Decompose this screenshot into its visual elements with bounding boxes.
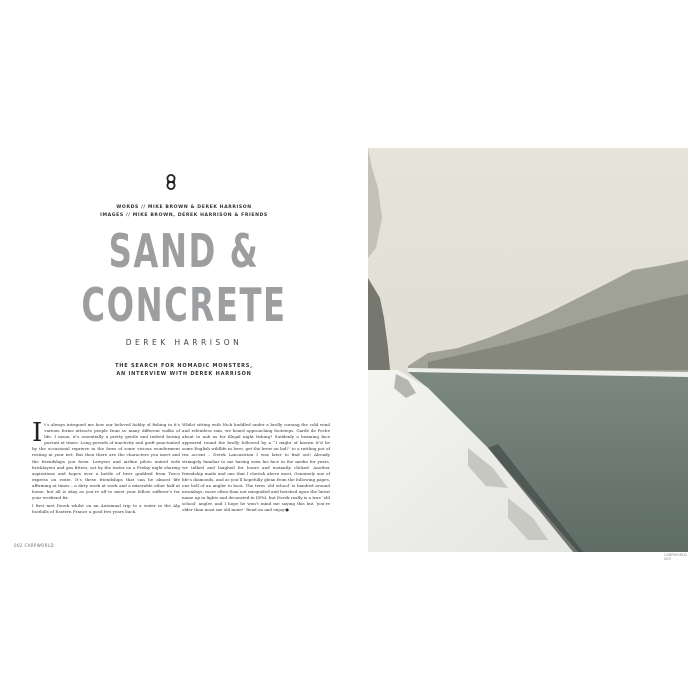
magazine-logo-icon (164, 174, 178, 190)
standfirst-line-2: AN INTERVIEW WITH DEREK HARRISON (116, 371, 252, 377)
headline-line-2: CONCRETE (81, 278, 287, 332)
gutter (356, 148, 368, 552)
headline-line-1: SAND & (108, 224, 260, 278)
credits-words: WORDS // MIKE BROWN & DEREK HARRISON (116, 205, 252, 210)
standfirst (12, 362, 356, 378)
left-page (12, 148, 356, 552)
standfirst-line-1: THE SEARCH FOR NOMADIC MONSTERS, (115, 363, 253, 369)
magazine-spread (12, 148, 688, 561)
body-paragraph: t’s always intrigued me how our beloved hobby of fishing in it’s various forms attracts people from so many different walks of life. I mean, it’s essentially a pretty gentle and indeed boring pursuit at times. Long periods of inactivity and graft punctuated by the occasional reprieve in the form of some vicious wonderment resting in your net. But then there are the characters you meet and the friendships you form. Lawyers and airline pilots united with bricklayers and gas fitters, sat by the water on a Friday night sharing aspirations and hopes over a bottle of beer grabbed from Tesco express on route. It’s these friendships that can be almost life affirming at times – a dirty week at work and a miserable other half at home, but all is okay as you’re off to meet your fellow sufferer’s for your weekend fix. (32, 422, 180, 501)
body-paragraph: Whilst sitting with Nick huddled under a brolly cursing the cold wind and relentless rain, we heard approaching footsteps. Gardé de Peche about to nab us for illegal night fishing? Suddenly a beaming face appeared round the brolly followed by a “I might of known it’d be some English wildlife in here, get the brew on lad!” to a rattling pot of tea accent – Derek Lancastrian I was later to find out! Already strangely familiar to me having seen his face in the media for years, we talked and laughed for hours and instantly clicked. Another friendship made and one that I cherish above most. Genuinely one of life’s diamonds, and as you’ll hopefully glean from the following pages, one hell of an angler to boot. The term ‘old school’ is bandied around nowadays, more often than not misguided and lavished upon the latest name up in lights and decorated in DPM, but Derek really is a true ‘old school’ angler, and I hope he won’t mind me saying this but ‘you’re older than most me old mate!’ Read on and enjoy.● (182, 422, 330, 513)
credits-images: IMAGES // MIKE BROWN, DEREK HARRISON & FRIENDS (100, 213, 268, 218)
credits-block (12, 204, 356, 220)
body-column-1 (32, 418, 180, 517)
body-column-2 (182, 422, 330, 515)
right-page-folio: CARPWORLD 003 (664, 553, 687, 561)
page-folio: 002 CARPWORLD (14, 543, 55, 548)
drop-cap: I (32, 418, 43, 448)
canal-snow-photo (368, 148, 688, 552)
body-paragraph: I first met Derek whilst on an Autumnal trip to a water in the Alp foothills of Eastern France a good few years back. (32, 503, 180, 515)
right-page-photo (368, 148, 688, 561)
author-name: DEREK HARRISON (125, 338, 243, 347)
